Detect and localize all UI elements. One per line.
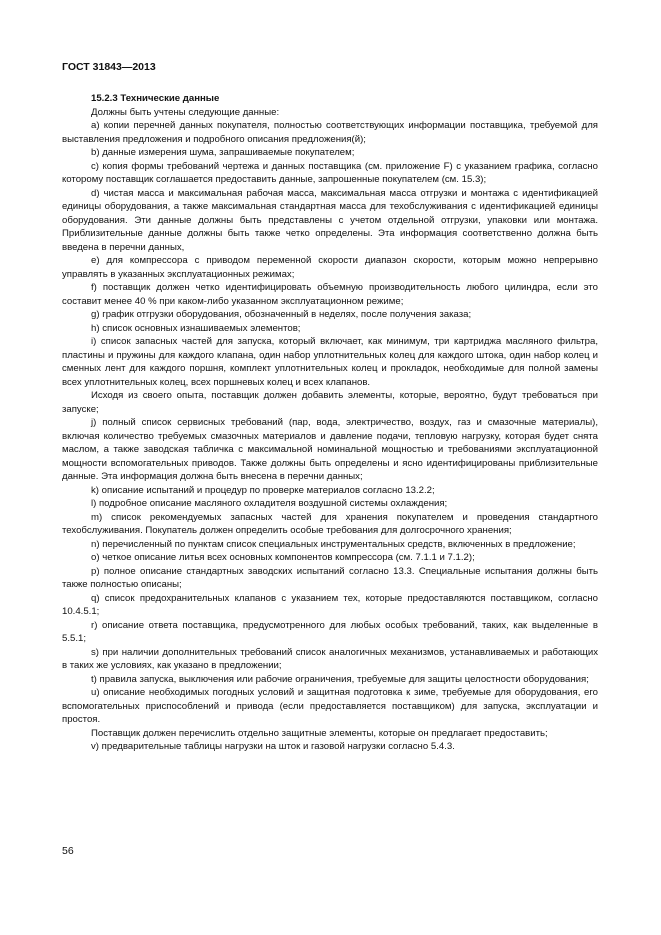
item-o: o) четкое описание литья всех основных компонентов компрессора (см. 7.1.1 и 7.1.2); (91, 552, 475, 563)
document-body (62, 92, 598, 754)
item-h: h) список основных изнашиваемых элементов; (91, 322, 301, 334)
item-u: u) описание необходимых погодных условий и защитная подготовка к зиме, требуемые для оборудования, его вспомогательных приспособлений и привода (если предоставляется поставщиком) для запуска, эксплуатации и простоя. (62, 687, 598, 725)
item-b: b) данные измерения шума, запрашиваемые покупателем; (91, 147, 355, 158)
item-j: j) полный список сервисных требований (пар, вода, электричество, воздух, газ и смазочные материалы), включая количество требуемых смазочных материалов и давление подачи, тепловую нагрузку, которая будет снята маслом, а также заводская табличка с максимальной номинальной мощностью и требованиями эксплуатационной мощности вспомогательных приводов. Также должны быть определены и ясно идентифицированы приблизительные данные. Эта информация должна быть внесена в перечни данных; (62, 417, 598, 482)
item-q: q) список предохранительных клапанов с указанием тех, которые предоставляются поставщиком, согласно 10.4.5.1; (62, 592, 598, 617)
item-f: f) поставщик должен четко идентифицировать объемную производительность любого цилиндра, если это составит менее 40 % при каком-либо указанном эксплуатационном режиме; (62, 282, 598, 307)
item-n: n) перечисленный по пунктам список специальных инструментальных средств, включенных в предложение; (91, 538, 576, 550)
item-p: p) полное описание стандартных заводских испытаний согласно 13.3. Специальные испытания должны быть также полностью описаны; (62, 565, 598, 590)
paragraph-intro: Должны быть учтены следующие данные: (91, 106, 280, 118)
item-c: c) копия формы требований чертежа и данных поставщика (см. приложение F) с указанием графика, согласно которому поставщик соглашается предоставить данные, запрошенные покупателем (см. 15.3); (62, 160, 598, 185)
item-v: v) предварительные таблицы нагрузки на шток и газовой нагрузки согласно 5.4.3. (91, 741, 455, 752)
item-i: i) список запасных частей для запуска, который включает, как минимум, три картриджа масляного фильтра, пластины и пружины для каждого клапана, один набор уплотнительных колец для каждого штока, один набор колец и сменных лент для каждого поршня, комплект уплотнительных колец и прокладок, необходимые для полной замены всех уплотнительных колец, всех поршневых колец и всех клапанов. (62, 336, 598, 388)
paragraph-experience: Исходя из своего опыта, поставщик должен добавить элементы, которые, вероятно, будут требоваться при запуске; (62, 390, 598, 415)
item-k: k) описание испытаний и процедур по проверке материалов согласно 13.2.2; (91, 484, 435, 496)
paragraph-protective: Поставщик должен перечислить отдельно защитные элементы, которые он предлагает предоставить; (91, 727, 548, 739)
item-g: g) график отгрузки оборудования, обозначенный в неделях, после получения заказа; (91, 309, 472, 320)
item-d: d) чистая масса и максимальная рабочая масса, максимальная масса отгрузки и монтажа с идентификацией единицы оборудования, а также максимальная стандартная масса для техобслуживания с идентификацией единицы оборудования. Эти данные должны быть представлены с учетом отдельной отгрузки, упаковки или монтажа. Приблизительные данные должны быть также четко определены. Эта информация соответственно должна быть введена в перечни данных, (62, 187, 598, 253)
item-l: l) подробное описание масляного охладителя воздушной системы охлаждения; (91, 498, 448, 509)
item-e: e) для компрессора с приводом переменной скорости диапазон скорости, которым можно непрерывно управлять в указанных эксплуатационных режимах; (62, 255, 598, 280)
section-title: 15.2.3 Технические данные (91, 93, 220, 104)
page-number: 56 (62, 845, 74, 857)
item-t: t) правила запуска, выключения или рабочие ограничения, требуемые для защиты целостности оборудования; (91, 673, 589, 685)
document-header: ГОСТ 31843—2013 (62, 61, 156, 73)
item-m: m) список рекомендуемых запасных частей для хранения покупателем и проведения стандартного техобслуживания. Покупатель должен определить особые требования для долгосрочного хранения; (62, 511, 598, 536)
item-r: r) описание ответа поставщика, предусмотренного для любых особых требований, таких, как выделенные в 5.5.1; (62, 619, 598, 644)
item-a: a) копии перечней данных покупателя, полностью соответствующих информации поставщика, требуемой для выставления предложения и подробного описания предложения(й); (62, 120, 598, 145)
item-s: s) при наличии дополнительных требований список аналогичных механизмов, устанавливаемых и работающих в таких же условиях, как указано в предложении; (62, 646, 598, 671)
